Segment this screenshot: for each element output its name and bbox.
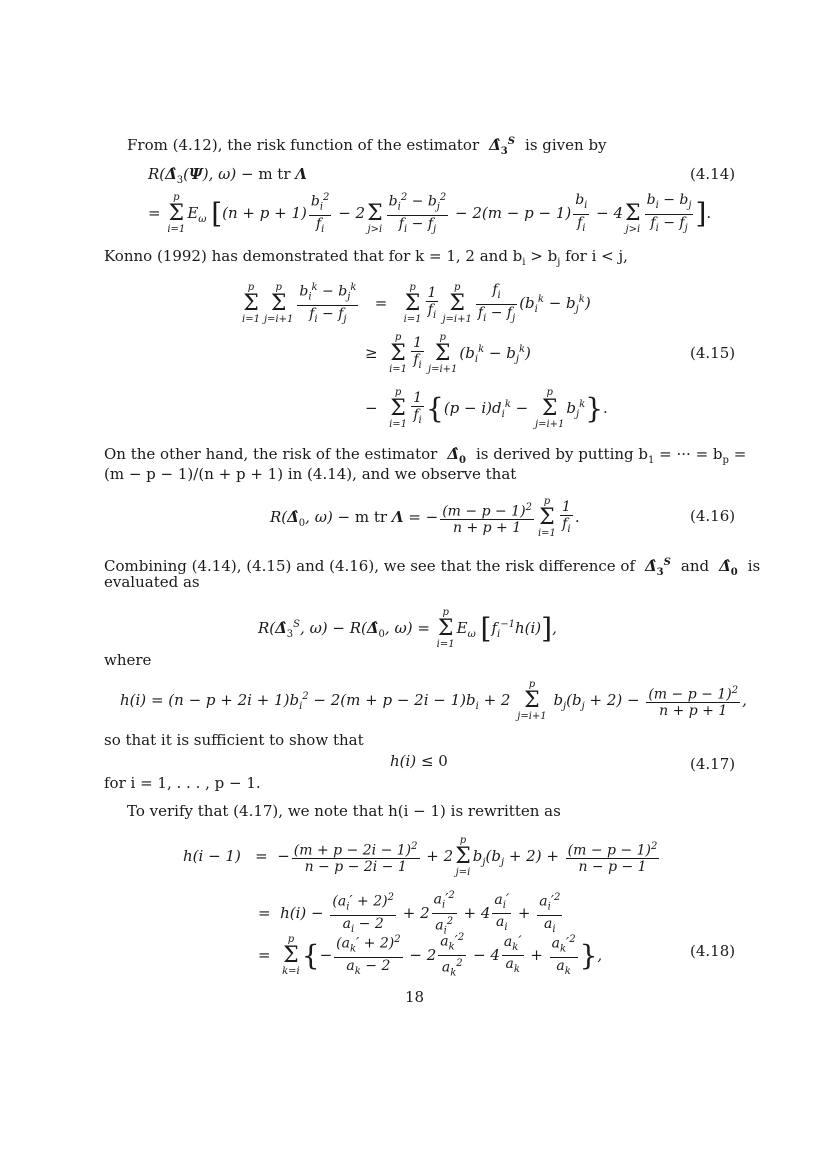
sufficient-text: so that it is sufficient to show that [104,731,364,749]
eq-4-15-line3: − p Σ i=1 $\frac{1}{f_i}$ {$(p - i)d_i^k$ − p Σ j=i+1 $b_j^k$}. [365,387,608,430]
equation-number-4-14: (4.14) [690,165,736,183]
equation-number-4-18: (4.18) [690,942,736,960]
other-hand-text-c: = ··· = b [659,445,723,463]
eq-4-18-line1: h(i − 1) = − $\frac{(m + p - 2i - 1)^2}{n - p - 2i - 1}$ + 2 p Σ j=i $b_j(b_j + 2)$ + $\frac{(m - p - 1)^2}{n - p - 1}$ [183,835,658,878]
eq-4-17: h(i) ≤ 0 [390,752,448,770]
konno-text-mid: > b [525,247,558,265]
combining-text-and: and [680,557,710,575]
eq-4-14-rhs: = p Σ i=1 $E_\omega$ [(n + p + 1) $\frac{b_i^2}{f_i}$ − 2 Σ j>i $\frac{b_i^2 - b_j^2}{f_i - f_j}$ − 2(m − p − 1) $\frac{b_i}{f_i}$ − 4 Σ j>i $\frac{b_i - b_j}{f_i - f_j}$ ]. [148,191,712,236]
konno-text-end: for i < j, [560,247,628,265]
eq-risk-difference: $R(\Deltâ_3^S$, $\omega) - R(\Deltâ_0$, ω) = p Σ i=1 $E_\omega$ $[f_i^{-1}h(i)]$, [258,607,557,650]
eq-4-16: $R(\Deltâ_0$, ω) − m tr Λ = − $\frac{(m - p - 1)^2}{n + p + 1}$ p Σ i=1 $\frac{1}{f_i}$ . [270,496,580,539]
equation-number-4-16: (4.16) [690,507,736,525]
combining-text: Combining (4.14), (4.15) and (4.16), we see that the risk difference of [104,557,635,575]
eq-4-15-line2: ≥ p Σ i=1 $\frac{1}{f_i}$ p Σ j=i+1 $(b_i^k - b_j^k)$ [365,332,531,375]
other-hand-text: On the other hand, the risk of the estimator [104,445,438,463]
estimator-delta-0-b: $\Deltâ_0$ [713,557,738,578]
intro-text-end: is given by [525,136,607,154]
intro-text: From (4.12), the risk function of the estimator [127,136,480,154]
where-text: where [104,651,152,669]
paragraph-intro [127,133,607,161]
eq-4-18-line2: = h(i) − $\frac{(a_i' + 2)^2}{a_i - 2}$ + 2 $\frac{a_i'^2}{a_i^2}$ + 4 $\frac{a_i'}{a_i}$ + $\frac{a_i'^2}{a_i}$ [258,890,561,937]
paragraph-konno: Konno (1992) has demonstrated that for k = 1, 2 and $b_i > b_j$ for i < j, [104,247,628,268]
paragraph-other-hand: On the other hand, the risk of the estimator $\Deltâ_0$ is derived by putting $b_1$ = ··· = $b_p$ = [104,445,747,466]
eq-4-18-line3: = p Σ k=i {− $\frac{(a_k' + 2)^2}{a_k - 2}$ − 2 $\frac{a_k'^2}{a_k^2}$ − 4 $\frac{a_k'}{a_k}$ + $\frac{a_k'^2}{a_k}$ }, [258,932,603,979]
eq-h-i-definition: $h(i) = (n - p + 2i + 1)b_i^2 - 2(m + p - 2i - 1)b_i + 2$ p Σ j=i+1 $b_j(b_j + 2)$ − $\frac{(m - p - 1)^2}{n + p + 1}$ , [120,679,747,722]
konno-text: Konno (1992) has demonstrated that for k = 1, 2 and b [104,247,523,265]
combining-text-is: is [747,557,761,575]
verify-text: To verify that (4.17), we note that h(i − 1) is rewritten as [127,802,561,820]
eq-4-15-line1: p Σ i=1 p Σ j=i+1 $\frac{b_i^k - b_j^k}{f_i - f_j}$ = p Σ i=1 $\frac{1}{f_i}$ p Σ j=i+1 $\frac{f_i}{f_i - f_j}$ $(b_i^k - b_j^k)$ [242,281,591,326]
page-number: 18 [405,988,425,1006]
other-hand-text-b: is derived by putting b [475,445,649,463]
estimator-delta-0: $\Deltâ_0$ [442,445,466,466]
estimator-delta-3s: $\Deltâ_3^S$ [483,136,515,157]
equation-number-4-17: (4.17) [690,755,736,773]
paragraph-combining-line2: evaluated as [104,573,200,591]
eq-4-14-lhs: $R(\Deltâ_3(\Psi)$, ω) − m tr Λ [148,165,307,186]
equation-number-4-15: (4.15) [690,344,736,362]
for-i-text: for i = 1, . . . , p − 1. [104,774,261,792]
other-hand-text-d: = [733,445,747,463]
paragraph-combining [104,554,760,582]
paragraph-other-hand-line2: (m − p − 1)/(n + p + 1) in (4.14), and we observe that [104,465,517,483]
estimator-delta-3s-b: $\Deltâ_3^S$ [639,557,671,578]
